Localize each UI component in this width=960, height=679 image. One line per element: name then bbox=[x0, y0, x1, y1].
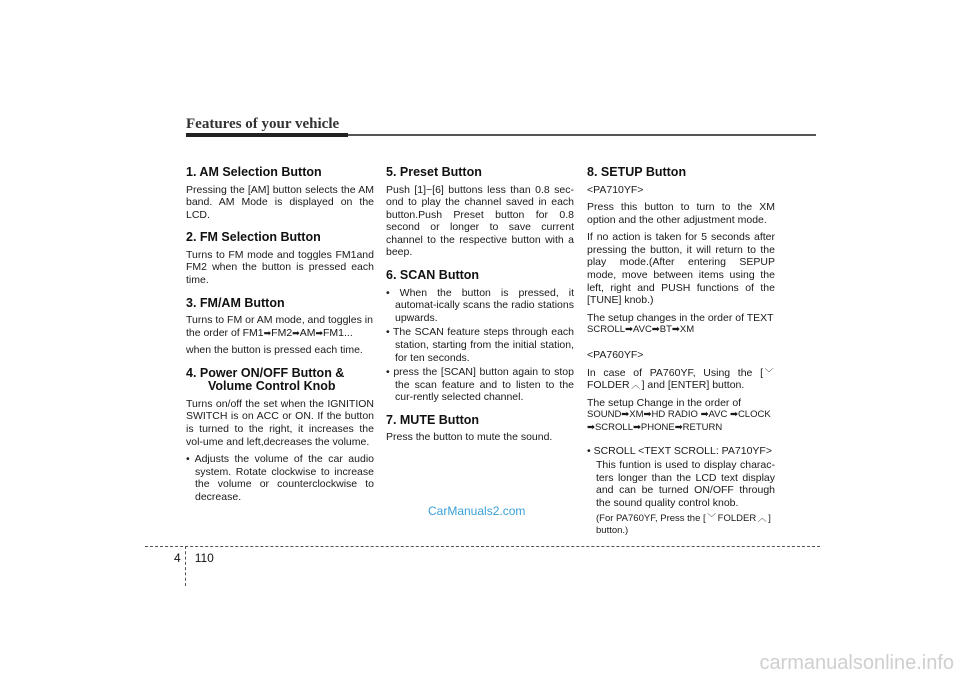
arrow-icon: ➡ bbox=[315, 327, 324, 338]
note-text: (For PA760YF, Press the [ bbox=[596, 512, 706, 524]
setup-sequence: SCROLL➡AVC➡BT➡XM bbox=[587, 324, 695, 336]
folder-label: FOLDER bbox=[717, 512, 757, 524]
note-text: ] bbox=[768, 512, 771, 524]
section-fm-selection bbox=[186, 231, 374, 286]
section-preset bbox=[386, 166, 574, 259]
section-body: If no action is taken for 5 seconds after pressing the button, it will return to the play mode.(After entering SEPUP mode, move between items using the left, right and PUSH functions of the [TUNE] knob.) bbox=[587, 231, 775, 307]
section-number: 4 bbox=[174, 551, 181, 565]
section-mute bbox=[386, 414, 574, 444]
section-body bbox=[186, 314, 374, 339]
mode-fm1: FM1... bbox=[323, 326, 353, 339]
section-heading: 1. AM Selection Button bbox=[186, 165, 322, 179]
chevron-up-icon: ︿ bbox=[631, 380, 641, 391]
section-body: Push [1]~[6] buttons less than 0.8 sec-ond to play the channel saved in each button.Push Preset button for 0.8 second or longer to save current channel to the respective button with a beep. bbox=[386, 183, 574, 259]
column-1 bbox=[186, 166, 374, 514]
section-heading: 3. FM/AM Button bbox=[186, 295, 285, 310]
section-body-continued: when the button is pressed each time. bbox=[186, 344, 363, 357]
arrow-icon: ➡ bbox=[263, 327, 272, 338]
section-body bbox=[587, 367, 775, 392]
body-text: Turns to FM or AM mode, and toggles in the order of FM1 bbox=[186, 314, 373, 339]
page-number bbox=[174, 551, 214, 565]
body-text: ] and [ENTER] button. bbox=[641, 379, 745, 392]
header-rule-dark bbox=[186, 133, 348, 137]
section-body: Press this button to turn to the XM option and the other adjustment mode. bbox=[587, 201, 775, 226]
site-watermark: carmanualsonline.info bbox=[759, 652, 954, 674]
bullet-item: • Adjusts the volume of the car audio system. Rotate clockwise to increase the volume or counterclockwise to decrease. bbox=[186, 453, 374, 503]
section-body: Pressing the [AM] button selects the AM band. AM Mode is displayed on the LCD. bbox=[186, 183, 374, 221]
section-body: The setup Change in the order of bbox=[587, 396, 742, 409]
bullet-item: • SCROLL <TEXT SCROLL: PA710YF> bbox=[587, 444, 772, 457]
section-setup bbox=[587, 166, 775, 538]
section-fm-am bbox=[186, 297, 374, 357]
page-header-title: Features of your vehicle bbox=[186, 116, 340, 132]
section-scan bbox=[386, 269, 574, 404]
bullet-note bbox=[587, 512, 775, 526]
section-body: Press the button to mute the sound. bbox=[386, 431, 553, 444]
mode-am: AM bbox=[299, 326, 316, 339]
section-heading: 5. Preset Button bbox=[386, 165, 482, 179]
body-text: In case of PA760YF, Using the [ bbox=[587, 366, 763, 379]
section-heading: 6. SCAN Button bbox=[386, 268, 480, 283]
bullet-item: • The SCAN feature steps through each station, starting from the initial station, for ten seconds. bbox=[386, 326, 574, 364]
section-body: Turns to FM mode and toggles FM1and FM2 when the button is pressed each time. bbox=[186, 248, 374, 286]
page-number-value: 110 bbox=[194, 551, 214, 565]
setup-sequence: ➡SCROLL➡PHONE➡RETURN bbox=[587, 422, 723, 433]
section-heading: 4. Power ON/OFF Button & Volume Control Knob bbox=[186, 365, 345, 394]
section-heading: 7. MUTE Button bbox=[386, 412, 480, 427]
model-label: <PA760YF> bbox=[587, 349, 644, 362]
header-rule-light bbox=[348, 134, 816, 136]
section-heading: 8. SETUP Button bbox=[587, 165, 687, 179]
model-label: <PA710YF> bbox=[587, 183, 644, 196]
bullet-body: This funtion is used to display charac-ters longer than the LCD text display and can be turned ON/OFF through the sound quality control knob. bbox=[596, 459, 775, 509]
folder-label: FOLDER bbox=[587, 379, 630, 392]
section-heading: 2. FM Selection Button bbox=[186, 230, 321, 245]
setup-sequence: SOUND➡XM➡HD RADIO ➡AVC ➡CLOCK bbox=[587, 409, 771, 421]
watermark-link[interactable]: CarManuals2.com bbox=[428, 504, 526, 518]
chevron-down-icon: ﹀ bbox=[764, 367, 774, 378]
bullet-note: button.) bbox=[596, 525, 629, 537]
footer-rule bbox=[145, 546, 820, 547]
bullet-item: • When the button is pressed, it automat-ically scans the radio stations upwards. bbox=[386, 286, 574, 324]
chevron-down-icon: ﹀ bbox=[707, 512, 717, 523]
column-2 bbox=[386, 166, 574, 454]
chevron-up-icon: ︿ bbox=[757, 512, 767, 523]
section-body: Turns on/off the set when the IGNITION SWITCH is on ACC or ON. If the button is turned to the right, it increases the vol-ume and left,decreases the volume. bbox=[186, 397, 374, 448]
column-3 bbox=[587, 166, 775, 548]
section-power-volume bbox=[186, 367, 374, 504]
mode-fm2: FM2 bbox=[271, 326, 293, 339]
section-am-selection bbox=[186, 166, 374, 221]
arrow-icon: ➡ bbox=[292, 327, 300, 338]
section-body: The setup changes in the order of TEXT bbox=[587, 311, 774, 324]
bullet-item: • press the [SCAN] button again to stop the scan feature and to listen to the cur-rently selected channel. bbox=[386, 366, 574, 404]
